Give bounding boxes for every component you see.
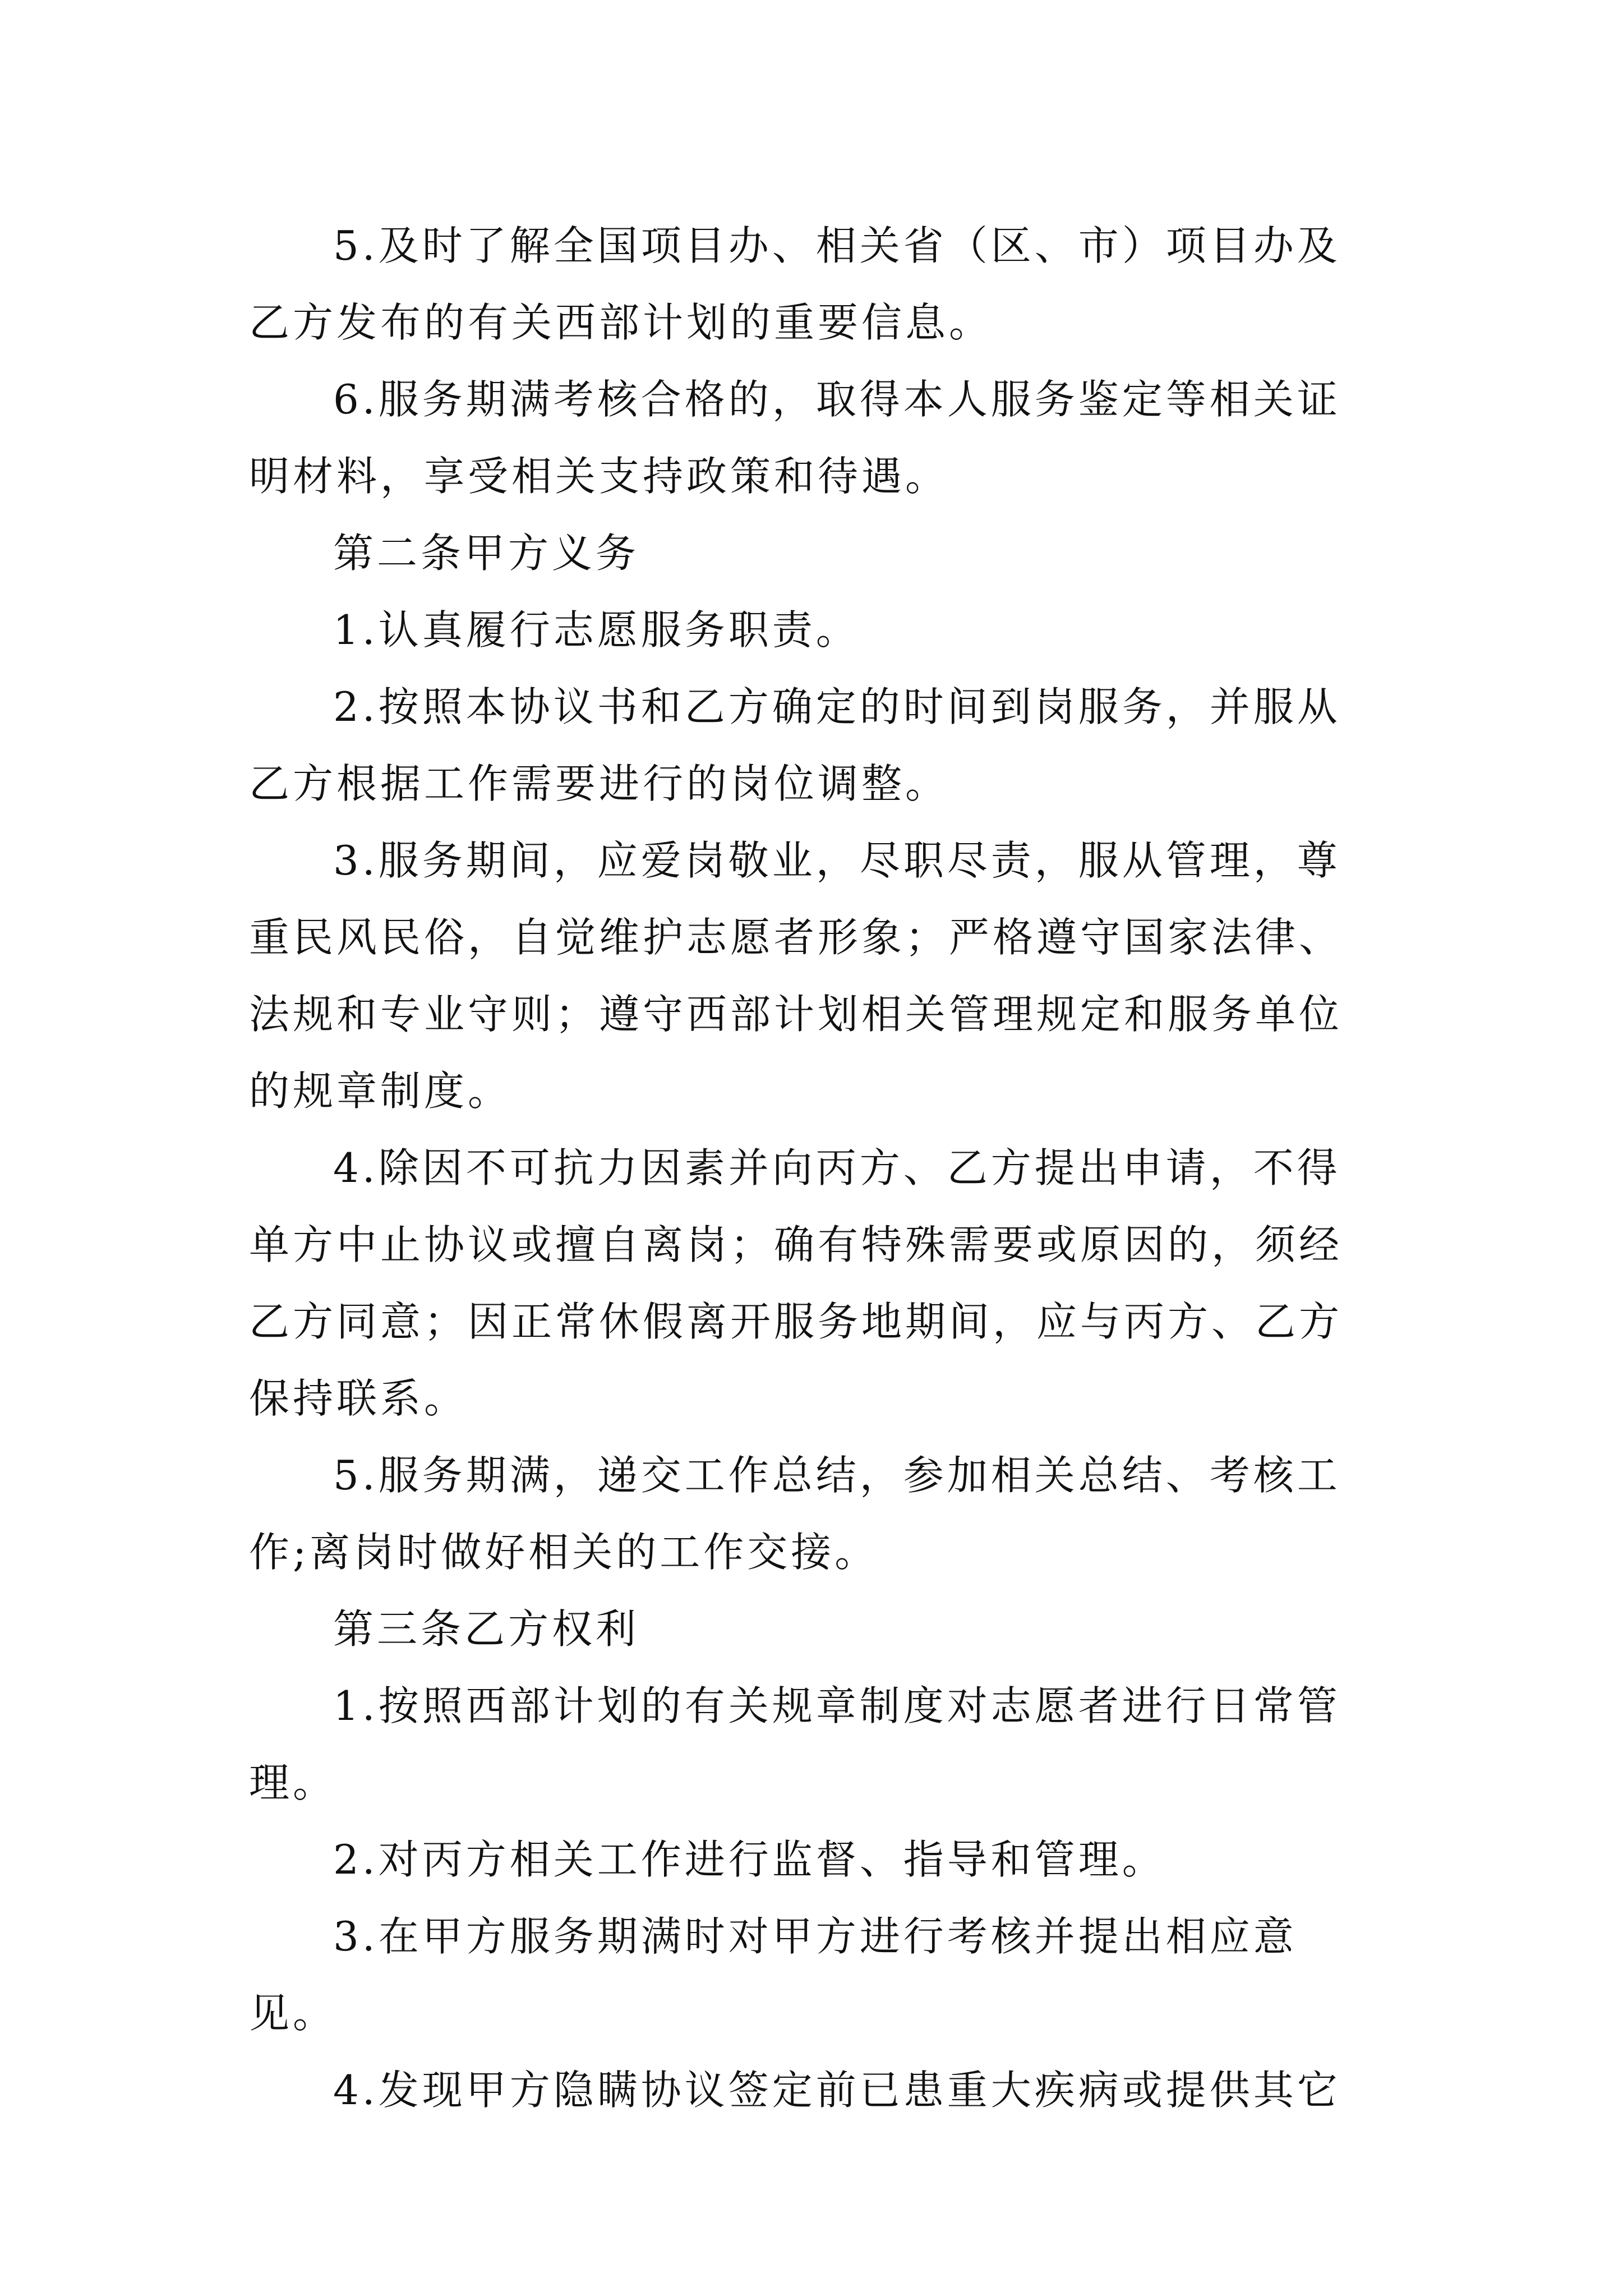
text-line: 系。 — [380, 1375, 468, 1422]
text-line: 和专业守则；遵守西部计划相关管理规定和服务单位的规章 — [249, 991, 1343, 1115]
text-line: 6.服务期满考核合格的，取得本人服务鉴定等相关证明 — [249, 376, 1341, 500]
paragraph — [249, 1821, 1382, 1898]
paragraph — [249, 515, 1382, 592]
paragraph — [249, 361, 1382, 515]
text-line: 4.发现甲方隐瞒协议签定前已患重大疾病或提供其它 — [333, 2067, 1341, 2114]
paragraph — [249, 208, 1382, 361]
paragraph — [249, 2052, 1382, 2129]
text-line: 5.及时了解全国项目办、相关省（区、市）项目办及乙 — [249, 222, 1341, 346]
text-line: 理。 — [249, 1759, 337, 1806]
text-line: 1.认真履行志愿服务职责。 — [333, 606, 860, 654]
text-line: 方发布的有关西部计划的重要信息。 — [293, 299, 993, 346]
paragraph — [249, 1898, 1382, 2052]
text-line: 3.服务期间，应爱岗敬业，尽职尽责，服从管理，尊重 — [249, 837, 1341, 961]
text-line: 离岗时做好相关的工作交接。 — [310, 1529, 879, 1576]
paragraph — [249, 1668, 1382, 1821]
document-body — [249, 208, 1382, 2129]
paragraph — [249, 1437, 1382, 1591]
text-line: 5.服务期满，递交工作总结，参加相关总结、考核工作; — [249, 1452, 1341, 1576]
text-line: 第三条乙方权利 — [333, 1605, 640, 1653]
paragraph — [249, 1130, 1382, 1437]
text-line: 材料，享受相关支持政策和待遇。 — [293, 453, 949, 500]
paragraph — [249, 822, 1382, 1130]
paragraph — [249, 592, 1382, 669]
text-line: 3.在甲方服务期满时对甲方进行考核并提出相应意见。 — [249, 1913, 1297, 2037]
text-line: 同意；因正常休假离开服务地期间，应与丙方、乙方保持联 — [249, 1298, 1343, 1422]
text-line: 方中止协议或擅自离岗；确有特殊需要或原因的，须经乙方 — [249, 1221, 1343, 1345]
text-line: 1.按照西部计划的有关规章制度对志愿者进行日常管 — [333, 1682, 1341, 1729]
text-line: 4.除因不可抗力因素并向丙方、乙方提出申请，不得单 — [249, 1144, 1341, 1268]
text-line: 第二条甲方义务 — [333, 530, 640, 577]
paragraph — [249, 669, 1382, 822]
text-line: 民风民俗，自觉维护志愿者形象；严格遵守国家法律、法规 — [249, 914, 1343, 1038]
paragraph — [249, 1591, 1382, 1668]
text-line: 2.对丙方相关工作进行监督、指导和管理。 — [333, 1836, 1166, 1883]
text-line: 方根据工作需要进行的岗位调整。 — [293, 760, 949, 807]
text-line: 2.按照本协议书和乙方确定的时间到岗服务，并服从乙 — [249, 683, 1341, 807]
text-line: 制度。 — [380, 1068, 512, 1115]
